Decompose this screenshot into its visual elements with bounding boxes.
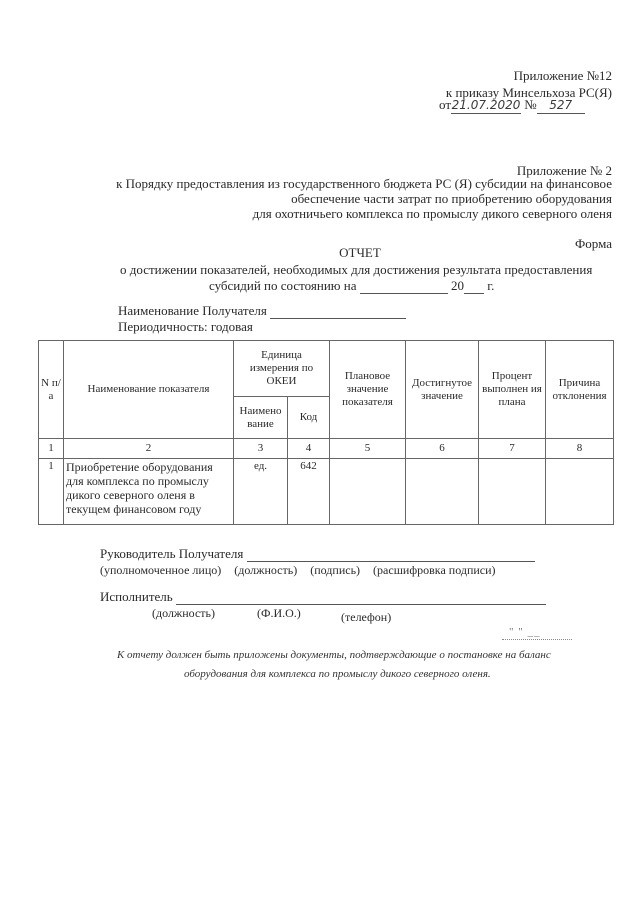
executor-sub-phone: (телефон) [341, 610, 392, 624]
form-label: Форма [575, 236, 612, 251]
head-signature-blank [247, 546, 535, 562]
header-unit-name: Наимено вание [234, 397, 288, 439]
executor-blank [176, 589, 546, 605]
row-achieved [406, 459, 479, 525]
recipient-name-line [118, 303, 406, 319]
executor-sub-position: (должность) [152, 606, 215, 620]
row-indicator: Приобретение оборудования для комплекса по промыслу дикого северного оленя в текущем финансовом году [64, 459, 234, 525]
order-number: 527 [537, 98, 585, 114]
row-planned [330, 459, 406, 525]
col-number: 3 [234, 439, 288, 459]
col-number: 1 [39, 439, 64, 459]
header-planned: Плановое значение показателя [330, 341, 406, 439]
note-line-2: оборудования для комплекса по промыслу дикого северного оленя. [184, 668, 491, 680]
head-sub-decoding: (расшифровка подписи) [373, 563, 496, 577]
col-number: 5 [330, 439, 406, 459]
head-signature-line [100, 546, 535, 562]
head-sub-signature: (подпись) [310, 563, 361, 577]
executor-label: Исполнитель [100, 589, 173, 604]
col-number: 7 [479, 439, 546, 459]
report-table [38, 340, 614, 525]
order-reference: к приказу Минсельхоза РС(Я) [445, 85, 612, 100]
report-year-blank [464, 278, 484, 294]
periodicity: Периодичность: годовая [118, 319, 253, 334]
col-number: 4 [288, 439, 330, 459]
order-from-label: от [439, 97, 452, 112]
appendix-2-line-3: для охотничьего комплекса по промыслу дикого северного оленя [252, 206, 612, 221]
table-header-row [39, 341, 614, 397]
executor-line [100, 589, 546, 605]
col-number: 6 [406, 439, 479, 459]
row-reason [546, 459, 614, 525]
header-unit: Единица измерения по ОКЕИ [234, 341, 330, 397]
report-subtitle-1: о достижении показателей, необходимых для достижения результата предоставления [120, 262, 593, 277]
header-achieved: Достигнутое значение [406, 341, 479, 439]
order-date: 21.07.2020 [451, 98, 521, 112]
appendix-2-title: Приложение № 2 [516, 163, 612, 178]
header-indicator: Наименование показателя [64, 341, 234, 439]
col-number: 2 [64, 439, 234, 459]
date-marks-line [502, 639, 572, 640]
report-subtitle-2 [209, 278, 494, 294]
row-percent [479, 459, 546, 525]
col-number: 8 [546, 439, 614, 459]
appendix-2-line-1: к Порядку предоставления из государственного бюджета РС (Я) субсидии на финансовое [116, 176, 612, 191]
date-marks: " " __ [509, 626, 541, 638]
header-reason: Причина отклонения [546, 341, 614, 439]
header-num: N п/а [39, 341, 64, 439]
note-line-1: К отчету должен быть приложены документы, подтверждающие о постановке на баланс [117, 649, 551, 661]
row-unit-name: ед. [234, 459, 288, 525]
report-date-label: субсидий по состоянию на [209, 278, 357, 293]
appendix-2-line-2: обеспечение части затрат по приобретению оборудования [291, 191, 612, 206]
executor-sub-name: (Ф.И.О.) [257, 606, 301, 620]
recipient-name-label: Наименование Получателя [118, 303, 267, 318]
table-row [39, 459, 614, 525]
report-date-blank [360, 278, 448, 294]
report-year-suffix: г. [487, 278, 495, 293]
head-sub-authorized: (уполномоченное лицо) [100, 563, 222, 577]
order-no-label: № [524, 97, 537, 112]
order-date-line [439, 97, 585, 114]
row-num: 1 [39, 459, 64, 525]
report-title: ОТЧЕТ [339, 245, 381, 260]
head-sub-position: (должность) [234, 563, 298, 577]
appendix-12-title: Приложение №12 [513, 68, 612, 83]
header-percent: Процент выполнен ия плана [479, 341, 546, 439]
report-year-prefix: 20 [450, 278, 464, 293]
head-signature-labels [100, 563, 506, 577]
head-label: Руководитель Получателя [100, 546, 244, 561]
table-column-numbers-row [39, 439, 614, 459]
header-unit-code: Код [288, 397, 330, 439]
row-unit-code: 642 [288, 459, 330, 525]
recipient-name-blank [270, 303, 406, 319]
